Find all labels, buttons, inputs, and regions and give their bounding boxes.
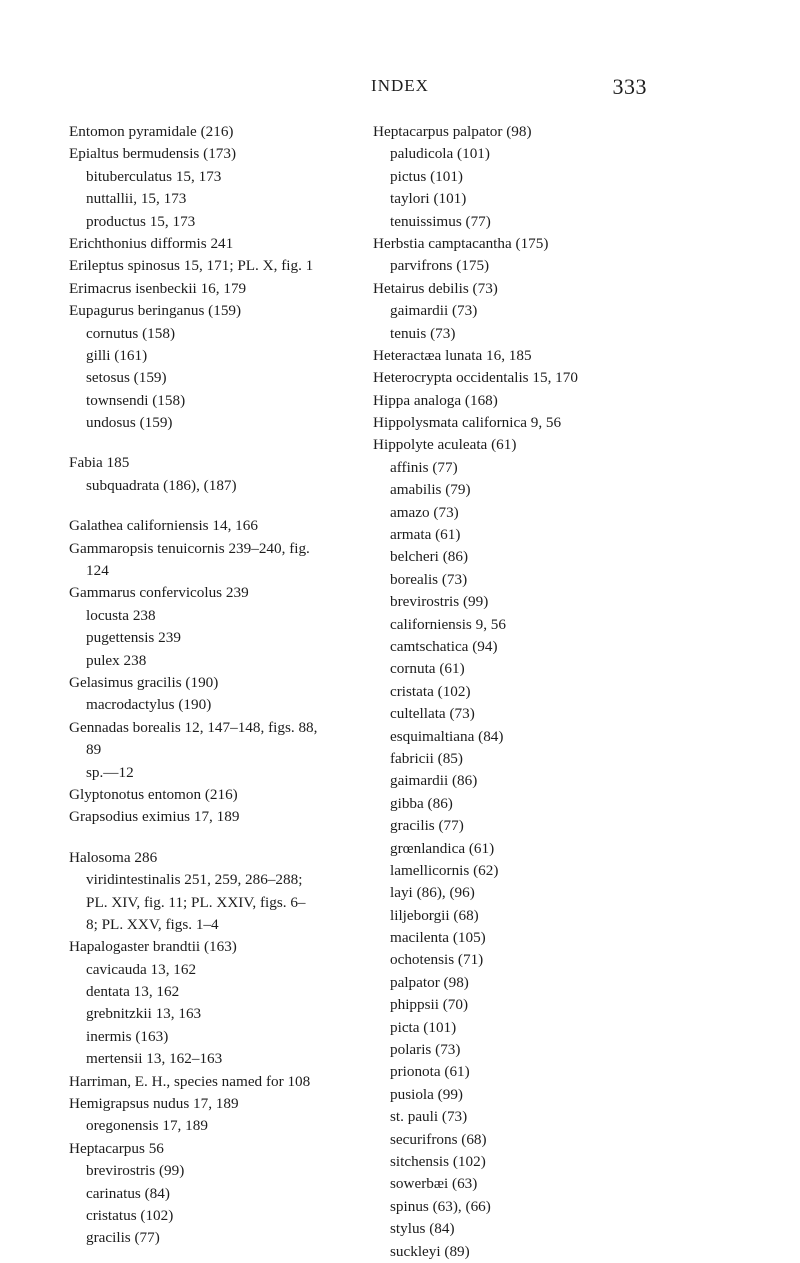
- index-entry: Hetairus debilis (73): [373, 279, 498, 297]
- index-subentry: lamellicornis (62): [390, 861, 499, 879]
- index-entry: Entomon pyramidale (216): [69, 123, 234, 140]
- index-subentry: tenuissimus (77): [390, 212, 491, 230]
- index-subentry: paludicola (101): [390, 145, 490, 163]
- index-subentry: st. pauli (73): [390, 1108, 468, 1126]
- index-entry-continuation: 8; PL. XXV, figs. 1–4: [86, 915, 219, 933]
- index-subentry: fabricii (85): [390, 749, 463, 767]
- index-entry-continuation: 124: [86, 562, 109, 580]
- index-subentry: esquimaltiana (84): [390, 727, 504, 745]
- index-subentry: subquadrata (186), (187): [86, 476, 237, 494]
- index-subentry: armata (61): [390, 526, 461, 544]
- index-subentry: pulex 238: [86, 651, 147, 669]
- index-subentry: gaimardii (73): [390, 302, 478, 320]
- index-entry: Harriman, E. H., species named for 108: [69, 1072, 311, 1090]
- page-title: INDEX: [371, 76, 429, 95]
- index-entry: Erichthonius difformis 241: [69, 234, 234, 252]
- index-subentry: inermis (163): [86, 1027, 169, 1045]
- index-entry: Heptacarpus 56: [69, 1139, 164, 1157]
- index-subentry: gibba (86): [390, 794, 453, 812]
- index-subentry: locusta 238: [86, 606, 156, 624]
- index-subentry: brevirostris (99): [390, 593, 489, 611]
- index-subentry: macrodactylus (190): [86, 696, 212, 714]
- index-subentry: securifrons (68): [390, 1130, 487, 1148]
- index-subentry: borealis (73): [390, 570, 468, 588]
- index-entry: Gammarus confervicolus 239: [69, 584, 249, 602]
- index-subentry: layi (86), (96): [390, 884, 475, 902]
- index-entry: Gelasimus gracilis (190): [69, 673, 219, 691]
- index-entry: Gammaropsis tenuicornis 239–240, fig.: [69, 539, 310, 557]
- index-subentry: pusiola (99): [390, 1085, 463, 1103]
- index-subentry: affinis (77): [390, 458, 458, 476]
- index-subentry: cristata (102): [390, 682, 471, 700]
- index-subentry: palpator (98): [390, 973, 469, 991]
- index-entry: Grapsodius eximius 17, 189: [69, 808, 240, 826]
- index-subentry: camtschatica (94): [390, 637, 498, 655]
- index-subentry: grœnlandica (61): [390, 839, 495, 857]
- index-subentry: amabilis (79): [390, 481, 471, 499]
- index-subentry: taylori (101): [390, 190, 467, 208]
- index-entry: Hapalogaster brandtii (163): [69, 938, 237, 956]
- index-entry-continuation: 89: [86, 741, 102, 759]
- index-subentry: oregonensis 17, 189: [86, 1117, 208, 1135]
- index-entry: Heptacarpus palpator (98): [373, 123, 532, 140]
- index-subentry: picta (101): [390, 1018, 457, 1036]
- index-subentry: suckleyi (89): [390, 1242, 470, 1260]
- index-subentry: productus 15, 173: [86, 212, 196, 230]
- index-entry: Galathea californiensis 14, 166: [69, 517, 258, 535]
- index-entry: Erimacrus isenbeckii 16, 179: [69, 279, 247, 297]
- index-subentry: spinus (63), (66): [390, 1197, 491, 1215]
- index-subentry: dentata 13, 162: [86, 983, 180, 1001]
- index-entry: Gennadas borealis 12, 147–148, figs. 88,: [69, 718, 318, 736]
- index-entry: Heterocrypta occidentalis 15, 170: [373, 369, 578, 387]
- index-subentry: mertensii 13, 162–163: [86, 1050, 223, 1068]
- index-entry: Hippolysmata californica 9, 56: [373, 414, 562, 432]
- index-subentry: ochotensis (71): [390, 951, 484, 969]
- index-entry: Herbstia camptacantha (175): [373, 234, 549, 252]
- index-entry-continuation: PL. XIV, fig. 11; PL. XXIV, figs. 6–: [86, 893, 306, 911]
- index-subentry: prionota (61): [390, 1063, 470, 1081]
- index-subentry: sowerbæi (63): [390, 1175, 478, 1193]
- index-subentry: viridintestinalis 251, 259, 286–288;: [86, 871, 303, 889]
- index-subentry: cultellata (73): [390, 705, 475, 723]
- index-entry: Eupagurus beringanus (159): [69, 302, 242, 320]
- index-subentry: belcheri (86): [390, 548, 469, 566]
- index-subentry: parvifrons (175): [390, 257, 490, 275]
- index-subentry: californiensis 9, 56: [390, 615, 506, 633]
- page-header: [0, 76, 800, 106]
- index-entry: Halosoma 286: [69, 848, 158, 866]
- index-subentry: townsendi (158): [86, 391, 186, 409]
- index-subentry: carinatus (84): [86, 1184, 170, 1202]
- index-subentry: amazo (73): [390, 503, 459, 521]
- index-subentry: setosus (159): [86, 369, 167, 387]
- index-subentry: grebnitzkii 13, 163: [86, 1005, 202, 1023]
- index-subentry: cornutus (158): [86, 324, 175, 342]
- index-entry: Hemigrapsus nudus 17, 189: [69, 1095, 239, 1113]
- index-entry: Erileptus spinosus 15, 171; PL. X, fig. 1: [69, 257, 314, 275]
- index-subentry: bituberculatus 15, 173: [86, 167, 222, 185]
- index-column-right: [373, 121, 673, 1263]
- index-entry: Fabia 185: [69, 454, 130, 472]
- index-subentry: macilenta (105): [390, 929, 486, 947]
- index-subentry: brevirostris (99): [86, 1162, 185, 1180]
- index-subentry: sitchensis (102): [390, 1152, 486, 1170]
- index-subentry: pictus (101): [390, 167, 463, 185]
- index-subentry: liljeborgii (68): [390, 906, 479, 924]
- index-entry: Hippa analoga (168): [373, 391, 498, 409]
- index-subentry: gilli (161): [86, 346, 148, 364]
- index-subentry: pugettensis 239: [86, 629, 181, 647]
- index-subentry: cristatus (102): [86, 1206, 174, 1224]
- index-subentry: gracilis (77): [390, 817, 464, 835]
- index-subentry: stylus (84): [390, 1220, 455, 1238]
- index-subentry: undosus (159): [86, 414, 173, 432]
- index-subentry: nuttallii, 15, 173: [86, 190, 187, 208]
- index-entry: Hippolyte aculeata (61): [373, 436, 517, 454]
- index-entry: Glyptonotus entomon (216): [69, 785, 238, 803]
- index-column-left: [69, 121, 359, 1250]
- index-subentry: tenuis (73): [390, 324, 456, 342]
- page-number: 333: [612, 74, 647, 99]
- index-subentry: phippsii (70): [390, 996, 469, 1014]
- index-subentry: cavicauda 13, 162: [86, 960, 197, 978]
- index-subentry: polaris (73): [390, 1041, 461, 1059]
- index-entry: Epialtus bermudensis (173): [69, 145, 237, 163]
- index-subentry: cornuta (61): [390, 660, 465, 678]
- index-subentry: gaimardii (86): [390, 772, 478, 790]
- index-subentry: gracilis (77): [86, 1229, 160, 1247]
- index-subentry: sp.—12: [86, 763, 134, 781]
- index-entry: Heteractæa lunata 16, 185: [373, 346, 532, 364]
